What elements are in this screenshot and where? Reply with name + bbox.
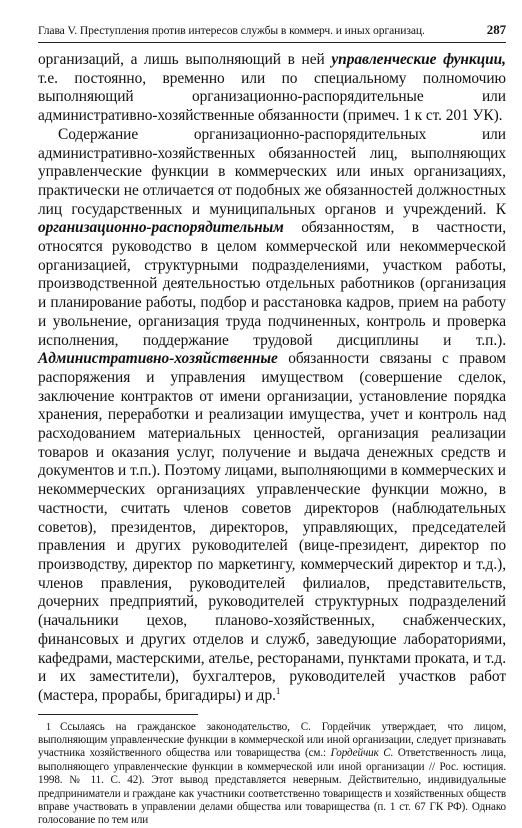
paragraph-2-text-b: обязанностям, в частности, относятся руководство в целом коммерческой или некоммерческой организацией, структурными подразделениями, участком работы, производственной деятельностью отдельных работников (организация и планирование работы, подбор и расстановка кадров, прием на работу и увольнение, организация труда подчиненных, контроль и проверка исполнения, поддержание трудовой дисциплины и т.п.). <box>38 219 506 349</box>
footnote-divider <box>38 714 198 715</box>
footnote-reference[interactable]: 1 <box>275 685 281 696</box>
footnote-mark: 1 <box>46 721 51 733</box>
running-head <box>38 22 506 43</box>
paragraph-1 <box>38 51 506 126</box>
running-title: Глава V. Преступления против интересов службы в коммерч. и иных организац. <box>38 24 425 37</box>
paragraph-2-text-a: Содержание организационно-распорядительных или административно-хозяйственных обязанностей лиц, выполняющих управленческие функции в коммерческих или иных организациях, практически не отличается от подобных же обязанностей должностных лиц государственных и муниципальных органов и учреждений. К <box>38 125 506 218</box>
footnote-1 <box>38 721 506 828</box>
footnote-text-a: Ссылаясь на гражданское законодательство, С. Гордейчик утверждает, что лицом, выполняющим управленческие функции в коммерческой или иной организации, следует признавать участника хозяйственного общества или товарищества (см.: <box>38 720 506 760</box>
term-managerial-functions: управленческие функции, <box>331 51 506 68</box>
paragraph-1-text-b: т.е. постоянно, временно или по специальному полномочию выполняющий организационно-распорядительные или административно-хозяйственные обязанности (примеч. 1 к ст. 201 УК). <box>38 69 506 125</box>
footnote-author: Гордейчик С. <box>330 747 394 760</box>
paragraph-2-text-c: обязанности связаны с правом распоряжения и управления имуществом (совершение сделок, заключение контрактов от имени организации, установление порядка хранения, переработки и реализации имущества, учет и контроль над расходованием материальных ценностей, организация реализации товаров и оказания услуг, получение и выдача денежных средств и документов и т.п.). Поэтому лицами, выполняющими в коммерческих и некоммерческих организациях управленческие функции можно, в частности, считать членов советов директоров (наблюдательных советов), президентов, директоров, управляющих, председателей правления и других руководителей (вице-президент, директор по производству, директор по маркетингу, коммерческий директор и т.д.), членов правления, руководителей филиалов, представительств, дочерних предприятий, руководителей структурных подразделений (начальники цехов, планово-хозяйственных, снабженческих, финансовых и других отделов и служб, заведующие лабораториями, кафедрами, мастерскими, ателье, ресторанами, пунктами проката, и т.д. и их заместители), бухгалтеров, руководителей участков работ (мастера, прорабы, бригадиры) и др. <box>38 350 506 704</box>
paragraph-2 <box>38 126 506 706</box>
book-page <box>38 22 506 828</box>
page-number: 287 <box>486 22 506 37</box>
footnote-text-b: Ответственность лица, выполняющего управленческие функции в коммерческой или иной организации // Рос. юстиция. 1998. № 11. С. 42). Этот вывод представляется неверным. Действительно, индивидуальные предприниматели и граждане как участники соответственно товариществ и хозяйственных обществ вправе участвовать в управлении делами общества или товарищества (п. 1 ст. 67 ГК РФ). Однако голосование по тем или <box>38 747 506 827</box>
main-text <box>38 51 506 706</box>
paragraph-1-text-a: организаций, а лишь выполняющий в ней <box>38 51 332 68</box>
term-organizational-administrative: организационно-распорядительным <box>38 219 284 237</box>
term-administrative-economic: Административно-хозяйственные <box>38 350 278 368</box>
